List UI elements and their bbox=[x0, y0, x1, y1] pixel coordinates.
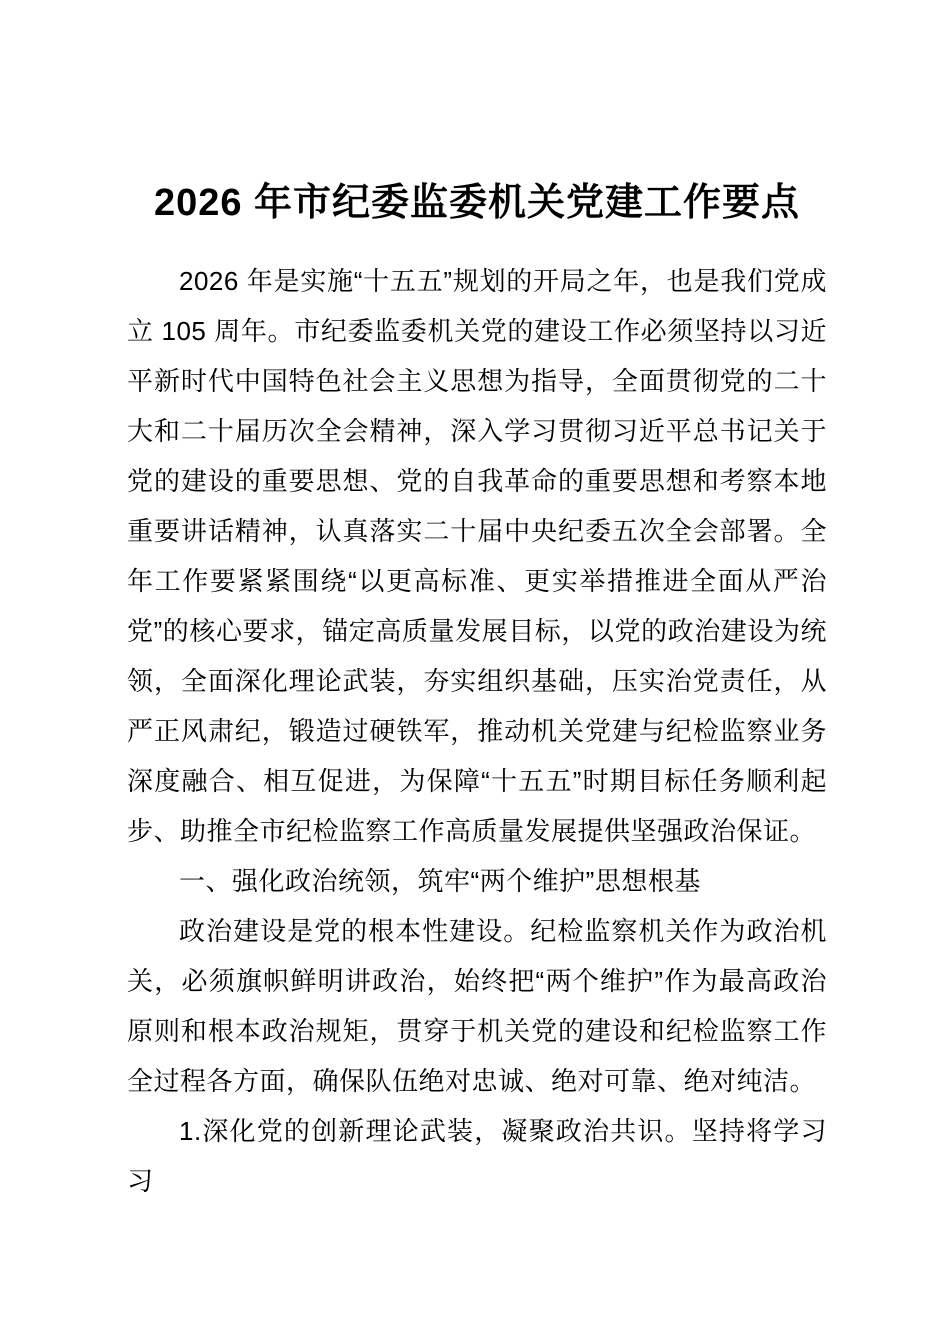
paragraph-intro: 2026 年是实施“十五五”规划的开局之年，也是我们党成立 105 周年。市纪委监委机关党的建设工作必须坚持以习近平新时代中国特色社会主义思想为指导，全面贯彻党的二十大和二十届历次全会精神，深入学习贯彻习近平总书记关于党的建设的重要思想、党的自我革命的重要思想和考察本地重要讲话精神，认真落实二十届中央纪委五次全会部署。全年工作要紧紧围绕“以更高标准、更实举措推进全面从严治党”的核心要求，锚定高质量发展目标，以党的政治建设为统领，全面深化理论武装，夯实组织基础，压实治党责任，从严正风肃纪，锻造过硬铁军，推动机关党建与纪检监察业务深度融合、相互促进，为保障“十五五”时期目标任务顺利起步、助推全市纪检监察工作高质量发展提供坚强政治保证。 bbox=[127, 266, 827, 846]
paragraph-section1-body: 政治建设是党的根本性建设。纪检监察机关作为政治机关，必须旗帜鲜明讲政治，始终把“两个维护”作为最高政治原则和根本政治规矩，贯穿于机关党的建设和纪检监察工作全过程各方面，确保队伍绝对忠诚、绝对可靠、绝对纯洁。 bbox=[127, 916, 827, 1096]
paragraph-item1-partial: 1.深化党的创新理论武装，凝聚政治共识。坚持将学习习 bbox=[127, 1116, 827, 1196]
document-title: 2026 年市纪委监委机关党建工作要点 bbox=[153, 182, 801, 224]
section-heading-1: 一、强化政治统领，筑牢“两个维护”思想根基 bbox=[179, 866, 701, 896]
